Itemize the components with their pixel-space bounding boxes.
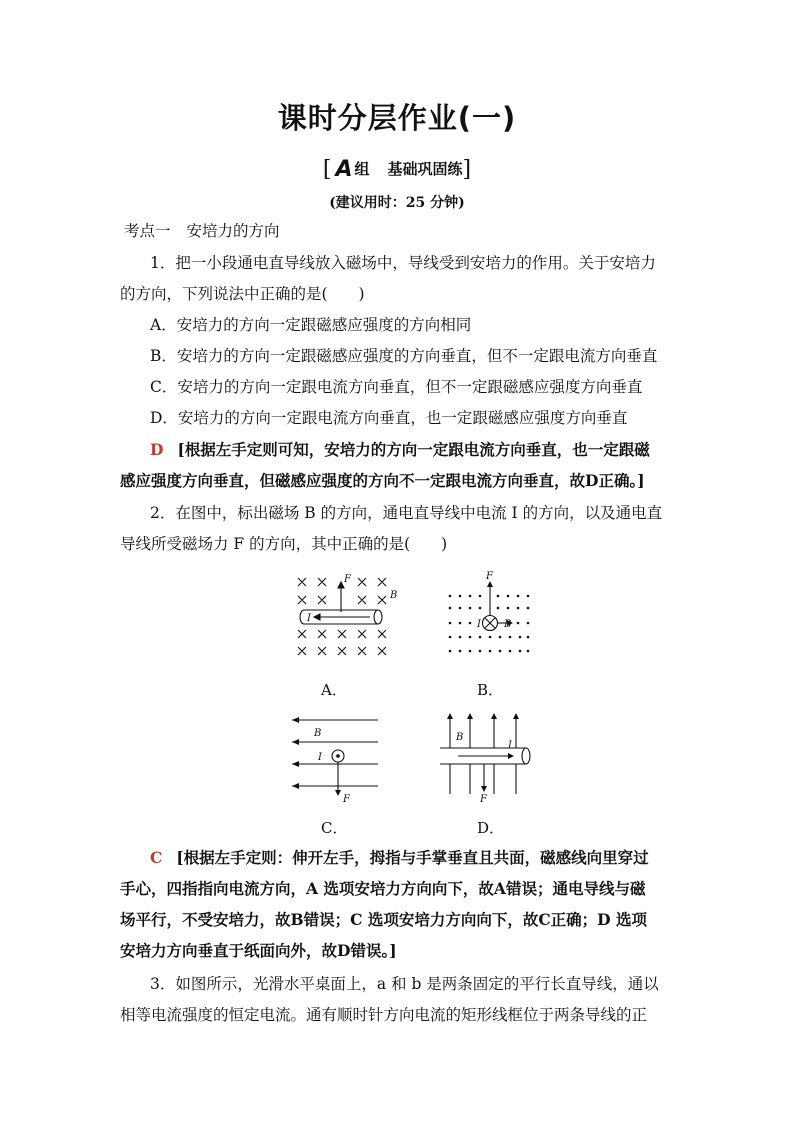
group-heading (0, 157, 794, 182)
left-bracket-icon: [ (322, 157, 332, 182)
q1-explanation-line1: [根据左手定则可知，安培力的方向一定跟电流方向垂直，也一定跟磁 (177, 440, 650, 459)
q2-explanation-line2: 手心，四指指向电流方向，A 选项安培力方向向下，故A错误；通电导线与磁 (120, 879, 646, 898)
figure-d-label-f: F (480, 794, 487, 805)
right-bracket-icon: ] (462, 157, 472, 182)
figure-c-label-b: B (314, 728, 322, 739)
q3-stem-line1: 3．如图所示，光滑水平桌面上，a 和 b 是两条固定的平行长直导线，通以 (150, 975, 659, 993)
q2-answer: C (150, 848, 163, 867)
page-title: 课时分层作业(一) (277, 101, 517, 135)
q1-answer-line1 (150, 438, 650, 462)
q1-option-d: D．安培力的方向一定跟电流方向垂直，也一定跟磁感应强度方向垂直 (150, 409, 628, 427)
q2-explanation-line3: 场平行，不受安培力，故B错误；C 选项安培力方向向下，故C正确；D 选项 (120, 910, 648, 929)
figure-c-caption: C． (321, 819, 348, 837)
figure-d-label-b: B (456, 732, 464, 743)
figure-a-label-f: F (344, 574, 351, 585)
q3-stem-line2: 相等电流强度的恒定电流。通有顺时针方向电流的矩形线框位于两条导线的正 (120, 1006, 648, 1024)
figure-b-label-b: B (504, 619, 512, 630)
group-topic: 基础巩固练 (387, 160, 463, 178)
q1-option-b: B．安培力的方向一定跟磁感应强度的方向垂直，但不一定跟电流方向垂直 (150, 347, 658, 365)
figure-c-label-f: F (343, 794, 350, 805)
figure-a-caption: A． (321, 681, 347, 699)
figure-c-label-i: I (318, 752, 322, 763)
suggested-time: (建议用时：25 分钟) (329, 195, 465, 211)
figure-c (288, 712, 384, 806)
figure-d (436, 708, 536, 806)
figure-b-label-i: I (477, 619, 481, 630)
q2-stem-line1: 2．在图中，标出磁场 B 的方向，通电直导线中电流 I 的方向，以及通电直 (150, 504, 663, 522)
figure-b (440, 568, 540, 660)
figure-b-caption: B． (477, 681, 504, 699)
q2-stem-line2: 导线所受磁场力 F 的方向，其中正确的是( ) (120, 535, 448, 553)
q1-answer: D (150, 440, 164, 459)
q2-explanation-line4: 安培力方向垂直于纸面向外，故D错误。] (120, 941, 397, 960)
figure-b-label-f: F (486, 571, 493, 582)
group-text: 组 (354, 160, 370, 178)
topic-title: 安培力的方向 (186, 222, 280, 240)
group-letter: A (335, 157, 353, 182)
q1-stem-line1: 1．把一小段通电直导线放入磁场中，导线受到安培力的作用。关于安培力 (150, 254, 656, 272)
topic-label: 考点一 (124, 222, 171, 240)
q1-explanation-line2: 感应强度方向垂直，但磁感应强度的方向不一定跟电流方向垂直，故D正确。] (120, 471, 645, 490)
q2-explanation-line1: [根据左手定则：伸开左手，拇指与手掌垂直且共面，磁感线向里穿过 (176, 848, 649, 867)
q1-option-c: C．安培力的方向一定跟电流方向垂直，但不一定跟磁感应强度方向垂直 (150, 378, 643, 396)
figure-a-label-b: B (390, 590, 398, 601)
q1-stem-line2: 的方向，下列说法中正确的是( ) (120, 285, 365, 303)
q2-answer-line1 (150, 846, 649, 870)
figure-d-label-i: I (508, 740, 512, 751)
figure-a-label-i: I (307, 613, 311, 624)
topic-heading (124, 219, 280, 243)
figure-d-caption: D． (477, 819, 505, 837)
figure-a (290, 570, 400, 660)
q1-option-a: A．安培力的方向一定跟磁感应强度的方向相同 (150, 316, 472, 334)
